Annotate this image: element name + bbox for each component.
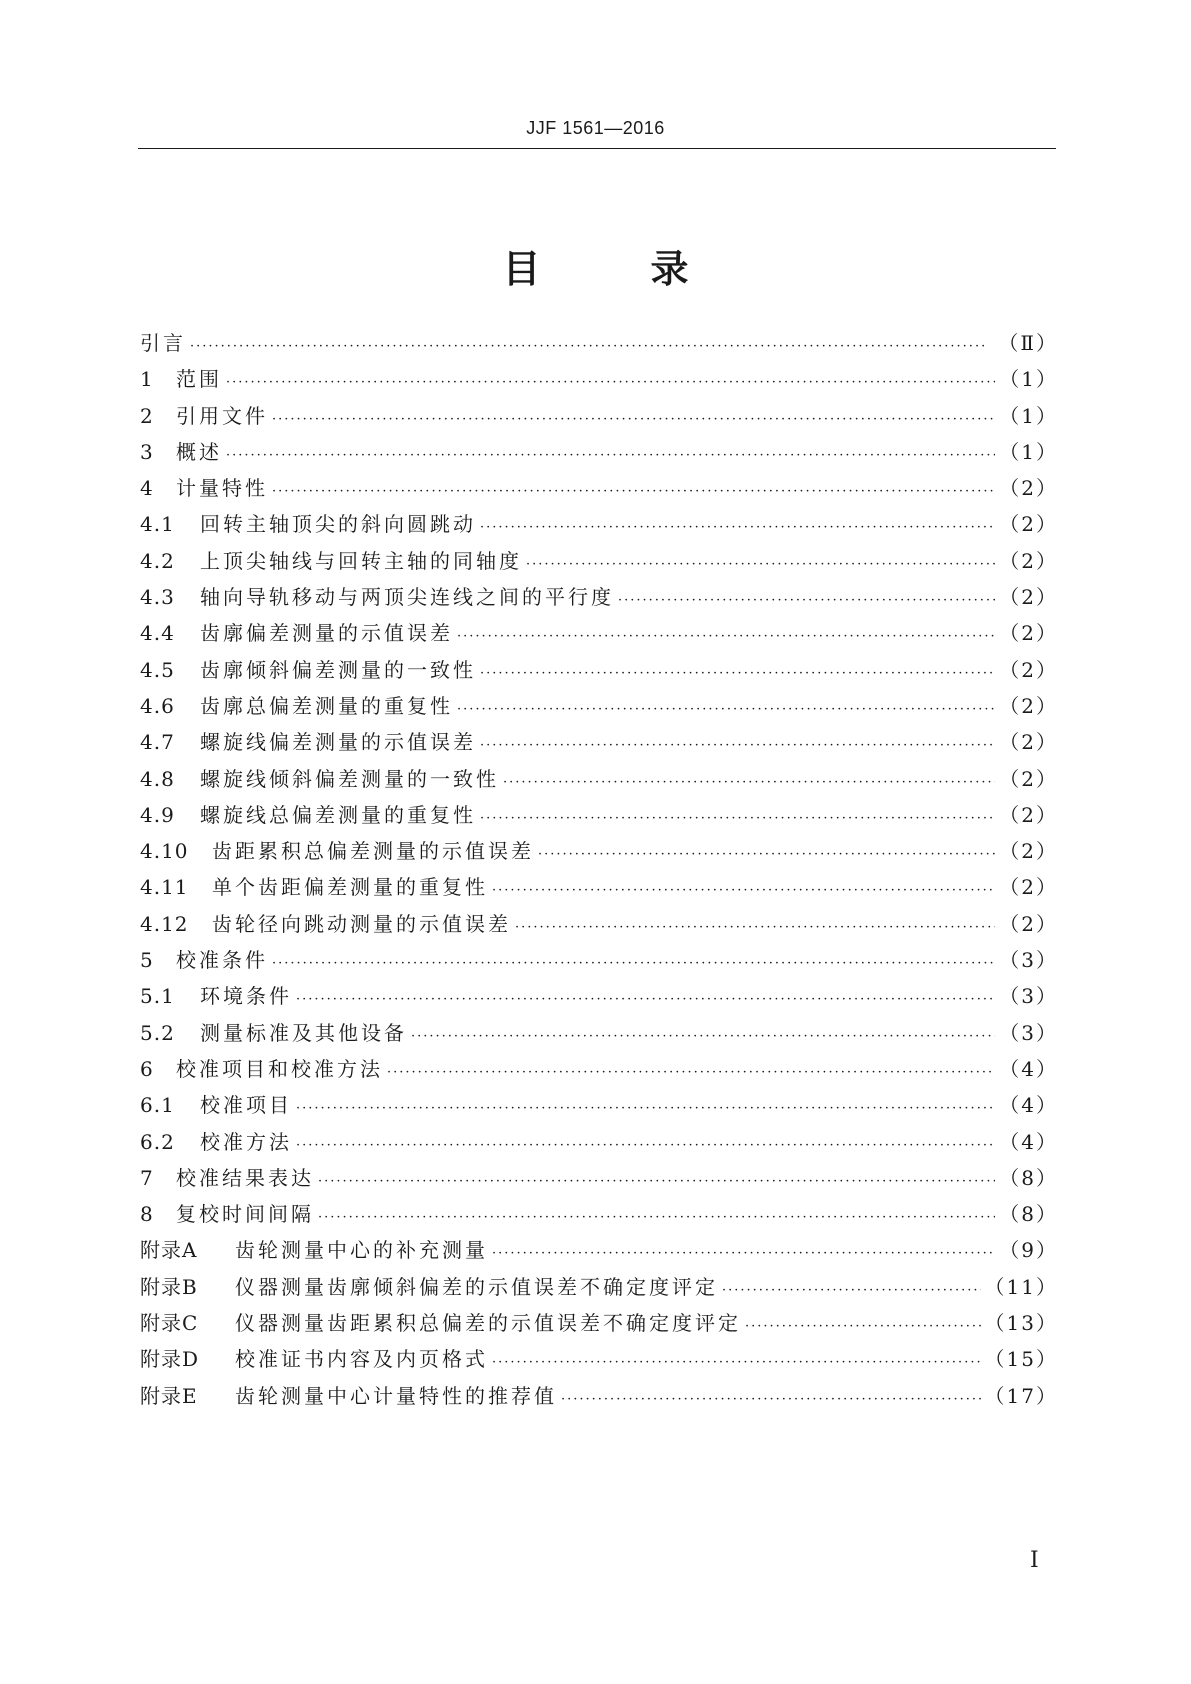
toc-entry[interactable] [140, 726, 1058, 762]
toc-entry[interactable] [140, 944, 1058, 980]
toc-dot-leader [226, 448, 995, 463]
toc-entry-page: （1） [999, 403, 1058, 428]
toc-entry-number: 附录B [140, 1274, 198, 1299]
toc-entry-title: 螺旋线倾斜偏差测量的一致性 [200, 766, 499, 791]
toc-entry-page: （2） [999, 657, 1058, 682]
page-number: I [1030, 1548, 1039, 1573]
toc-entry[interactable] [140, 1017, 1058, 1053]
toc-entry[interactable] [140, 1343, 1058, 1379]
toc-entry-title: 轴向导轨移动与两顶尖连线之间的平行度 [200, 585, 614, 610]
toc-entry-page: （4） [999, 1129, 1058, 1154]
toc-entry-title: 复校时间间隔 [176, 1202, 314, 1227]
toc-dot-leader [480, 738, 995, 753]
toc-entry[interactable] [140, 871, 1058, 907]
toc-entry-number: 附录D [140, 1347, 200, 1372]
toc-dot-leader [492, 883, 995, 898]
toc-entry-number: 4.9 [140, 802, 175, 827]
toc-entry-title: 环境条件 [200, 984, 292, 1009]
toc-dot-leader [480, 666, 995, 681]
toc-entry[interactable] [140, 508, 1058, 544]
toc-entry-number: 4 [140, 476, 154, 501]
toc-entry-number: 5.2 [140, 1020, 175, 1045]
toc-entry-number: 4.5 [140, 657, 175, 682]
toc-entry[interactable] [140, 363, 1058, 399]
toc-entry-number: 7 [140, 1165, 154, 1190]
toc-entry[interactable] [140, 1089, 1058, 1125]
toc-entry-number: 6.1 [140, 1093, 175, 1118]
toc-entry-number: 6 [140, 1056, 154, 1081]
toc-entry-number: 4.3 [140, 585, 175, 610]
toc-entry[interactable] [140, 400, 1058, 436]
toc-entry-title: 引用文件 [176, 403, 268, 428]
toc-dot-leader [492, 1246, 995, 1261]
toc-entry-page: （2） [999, 548, 1058, 573]
toc-entry-page: （11） [984, 1274, 1058, 1299]
toc-entry[interactable] [140, 799, 1058, 835]
document-code-header: JJF 1561—2016 [526, 118, 665, 138]
toc-entry[interactable] [140, 1198, 1058, 1234]
toc-dot-leader [272, 484, 995, 499]
toc-entry-title: 齿轮测量中心计量特性的推荐值 [235, 1383, 557, 1408]
toc-entry[interactable] [140, 835, 1058, 871]
toc-entry-page: （2） [999, 476, 1058, 501]
toc-dot-leader [618, 593, 995, 608]
toc-entry-page: （9） [999, 1238, 1058, 1263]
toc-dot-leader [318, 1174, 995, 1189]
title-char-1: 目 [502, 247, 541, 291]
toc-dot-leader [526, 557, 995, 572]
toc-entry-title: 齿廓倾斜偏差测量的一致性 [200, 657, 476, 682]
toc-entry[interactable] [140, 908, 1058, 944]
toc-entry[interactable] [140, 654, 1058, 690]
toc-entry-title: 概述 [176, 439, 222, 464]
toc-entry-page: （3） [999, 948, 1058, 973]
toc-entry-number: 4.7 [140, 730, 175, 755]
toc-entry-page: （4） [999, 1093, 1058, 1118]
toc-entry-page: （2） [999, 766, 1058, 791]
toc-entry[interactable] [140, 1380, 1058, 1416]
toc-entry-title: 上顶尖轴线与回转主轴的同轴度 [200, 548, 522, 573]
toc-entry-title: 校准结果表达 [176, 1165, 314, 1190]
toc-dot-leader [411, 1029, 995, 1044]
toc-entry-title: 齿轮测量中心的补充测量 [235, 1238, 488, 1263]
toc-entry[interactable] [140, 327, 1058, 363]
toc-dot-leader [492, 1355, 981, 1370]
toc-entry-page: （2） [999, 730, 1058, 755]
toc-entry-number: 2 [140, 403, 154, 428]
toc-entry-page: （13） [984, 1311, 1058, 1336]
toc-entry[interactable] [140, 1053, 1058, 1089]
toc-entry-page: （8） [999, 1202, 1058, 1227]
toc-dot-leader [457, 629, 995, 644]
toc-entry-number: 8 [140, 1202, 154, 1227]
toc-entry-page: （2） [999, 839, 1058, 864]
toc-entry-number: 4.1 [140, 512, 175, 537]
toc-entry-page: （2） [999, 875, 1058, 900]
toc-entry[interactable] [140, 980, 1058, 1016]
toc-entry-page: （Ⅱ） [998, 331, 1058, 355]
toc-entry-number: 6.2 [140, 1129, 175, 1154]
toc-entry-page: （2） [999, 512, 1058, 537]
toc-entry-title: 范围 [176, 367, 222, 392]
toc-entry-number: 附录A [140, 1238, 198, 1263]
toc-entry-title: 仪器测量齿距累积总偏差的示值误差不确定度评定 [235, 1311, 741, 1336]
toc-entry-title: 齿轮径向跳动测量的示值误差 [212, 911, 511, 936]
toc-dot-leader [318, 1210, 995, 1225]
toc-entry-title: 螺旋线总偏差测量的重复性 [200, 802, 476, 827]
toc-entry[interactable] [140, 763, 1058, 799]
toc-entry[interactable] [140, 1307, 1058, 1343]
toc-entry-number: 5.1 [140, 984, 175, 1009]
toc-entry-page: （3） [999, 984, 1058, 1009]
toc-entry[interactable] [140, 1271, 1058, 1307]
toc-dot-leader [745, 1319, 981, 1334]
toc-entry[interactable] [140, 1162, 1058, 1198]
toc-dot-leader [480, 811, 995, 826]
toc-entry-title: 计量特性 [176, 476, 268, 501]
toc-entry[interactable] [140, 472, 1058, 508]
toc-entry-title: 测量标准及其他设备 [200, 1020, 407, 1045]
toc-entry-number: 3 [140, 439, 154, 464]
toc-entry-title: 螺旋线偏差测量的示值误差 [200, 730, 476, 755]
toc-entry-title: 校准项目 [200, 1093, 292, 1118]
toc-entry[interactable] [140, 1126, 1058, 1162]
toc-dot-leader [538, 847, 995, 862]
toc-dot-leader [296, 1138, 995, 1153]
toc-dot-leader [515, 920, 995, 935]
toc-entry-title: 齿距累积总偏差测量的示值误差 [212, 839, 534, 864]
toc-entry-title: 回转主轴顶尖的斜向圆跳动 [200, 512, 476, 537]
toc-entry-page: （15） [984, 1347, 1058, 1372]
toc-entry-title: 仪器测量齿廓倾斜偏差的示值误差不确定度评定 [235, 1274, 718, 1299]
toc-entry-number: 4.11 [140, 875, 189, 900]
toc-entry-number: 1 [140, 367, 154, 392]
toc-entry-number: 4.10 [140, 839, 189, 864]
toc-dot-leader [226, 375, 995, 390]
toc-dot-leader [503, 775, 995, 790]
toc-entry-title: 校准证书内容及内页格式 [235, 1347, 488, 1372]
toc-entry-page: （2） [999, 621, 1058, 646]
toc-entry-number: 4.4 [140, 621, 175, 646]
toc-entry-page: （2） [999, 585, 1058, 610]
toc-entry-title: 引言 [140, 331, 186, 355]
toc-entry-number: 4.12 [140, 911, 189, 936]
toc-entry-title: 校准方法 [200, 1129, 292, 1154]
toc-entry-title: 校准项目和校准方法 [176, 1056, 383, 1081]
title-char-2: 录 [650, 247, 689, 291]
toc-entry-title: 校准条件 [176, 948, 268, 973]
toc-entry-page: （2） [999, 802, 1058, 827]
toc-dot-leader [272, 412, 995, 427]
toc-dot-leader [272, 956, 995, 971]
toc-entry-page: （2） [999, 693, 1058, 718]
toc-entry-number: 4.6 [140, 693, 175, 718]
toc-entry-number: 5 [140, 948, 154, 973]
toc-entry-number: 4.8 [140, 766, 175, 791]
toc-entry-page: （1） [999, 439, 1058, 464]
toc-entry[interactable] [140, 1234, 1058, 1270]
toc-entry-number: 附录C [140, 1311, 199, 1336]
toc-entry[interactable] [140, 617, 1058, 653]
toc-entry-page: （17） [984, 1383, 1058, 1408]
toc-entry-page: （4） [999, 1056, 1058, 1081]
toc-dot-leader [296, 1101, 995, 1116]
toc-entry-number: 附录E [140, 1383, 198, 1408]
toc-entry-title: 齿廓总偏差测量的重复性 [200, 693, 453, 718]
toc-dot-leader [190, 339, 994, 354]
toc-dot-leader [722, 1283, 981, 1298]
page-title [0, 244, 1191, 294]
toc-dot-leader [561, 1392, 981, 1407]
toc-entry-title: 单个齿距偏差测量的重复性 [212, 875, 488, 900]
toc-dot-leader [296, 992, 995, 1007]
toc-entry-number: 4.2 [140, 548, 175, 573]
table-of-contents [140, 327, 1058, 1416]
toc-entry[interactable] [140, 581, 1058, 617]
toc-entry-title: 齿廓偏差测量的示值误差 [200, 621, 453, 646]
toc-entry-page: （2） [999, 911, 1058, 936]
toc-entry[interactable] [140, 690, 1058, 726]
toc-entry-page: （8） [999, 1165, 1058, 1190]
toc-dot-leader [387, 1065, 995, 1080]
toc-dot-leader [457, 702, 995, 717]
toc-entry[interactable] [140, 436, 1058, 472]
header-divider [138, 148, 1056, 149]
toc-entry-page: （1） [999, 367, 1058, 392]
toc-entry[interactable] [140, 545, 1058, 581]
toc-dot-leader [480, 520, 995, 535]
toc-entry-page: （3） [999, 1020, 1058, 1045]
